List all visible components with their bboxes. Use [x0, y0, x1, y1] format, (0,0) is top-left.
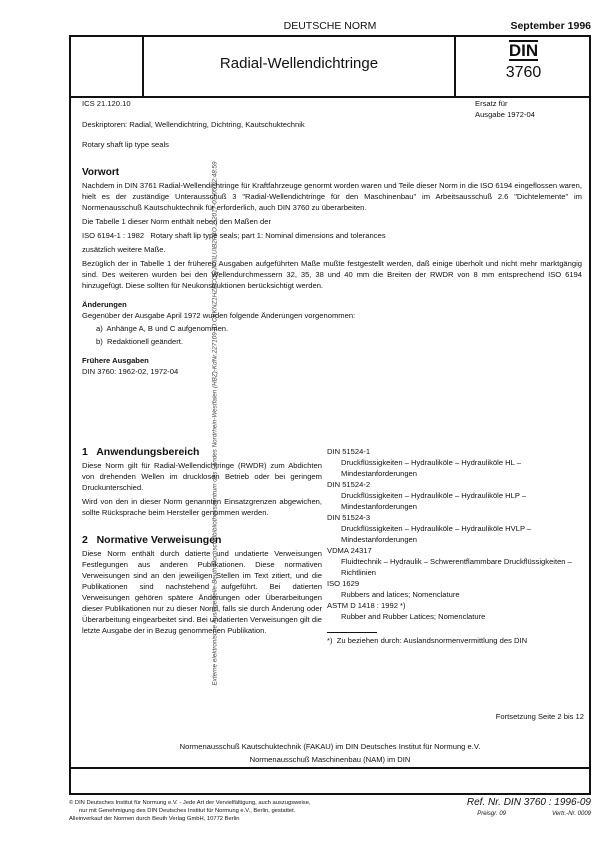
continuation-note: Fortsetzung Seite 2 bis 12 [495, 712, 584, 721]
document-title: Radial-Wellendichtringe [219, 55, 379, 72]
copyright-line: © DIN Deutsches Institut für Normung e.V. - Jede Art der Vervielfältigung, auch auszugsweise, [69, 800, 311, 806]
section-2-paragraph: Diese Norm enthält durch datierte und undatierte Verweisungen Festlegungen aus anderen Publikationen. Diese normativen Verweisungen sind an den jeweiligen Stellen im Text zitiert, und die Publikationen sind nachstehend aufgeführt. Bei datierten Verweisungen gehören spätere Änderungen oder Überarbeitungen dieser Publikationen nur zu dieser Norm, falls sie durch Änderung oder Überarbeitung eingearbeitet sind. Bei undatierten Verweisungen gilt die letzte Ausgabe der in Bezug genommenen Publikation. [82, 549, 322, 635]
reference-item [327, 479, 579, 512]
reference-item [327, 512, 579, 545]
reference-id: DIN 51524-2 [327, 480, 371, 489]
committees [69, 740, 591, 766]
committee-line: Normenausschuß Kautschuktechnik (FAKAU) im DIN Deutsches Institut für Normung e.V. [179, 742, 481, 751]
reference-item [327, 446, 579, 479]
left-column [82, 444, 322, 636]
vorwort-section [82, 166, 582, 377]
reference-id: DIN 51524-1 [327, 447, 371, 456]
vorwort-paragraph: Die Tabelle 1 dieser Norm enthält neben den Maßen der [82, 217, 271, 226]
footer-divider [69, 767, 591, 769]
vorwort-paragraph: Nachdem in DIN 3761 Radial-Wellendichtringe für Kraftfahrzeuge genormt worden waren und Teile dieser Norm in die ISO 6194 eingeflossen waren, hielt es der zuständige Unterausschuß 3 "Radial-Wellendichtringe für den Maschinenbau" im Arbeitsausschuß 2.6 "Dichtelemente" im Normenausschuß Kautschuktechnik für erforderlich, auch DIN 3760 zu überarbeiten. [82, 181, 582, 212]
reference-id: ISO 1629 [327, 579, 360, 588]
replacement-note [475, 98, 535, 120]
reference-id: DIN 51524-3 [327, 513, 371, 522]
vorwort-paragraph: Bezüglich der in Tabelle 1 der früheren Ausgaben aufgeführten Maße mußte festgestellt werden, daß einige überholt und nicht mehr marktgängig sind. Des weiteren wurden bei den Wellendurchmessern 32, 35, 38 und 40 mm die Breiten der RWDR von 8 mm entsprechend ISO 6194 hinzugefügt. Diese sollten für Neukonstruktionen berücksichtigt werden. [82, 259, 582, 290]
section-1-paragraph: Wird von den in dieser Norm genannten Einsatzgrenzen abgewichen, sollte Rücksprache beim Hersteller genommen werden. [82, 497, 322, 517]
norm-label: DEUTSCHE NORM [283, 20, 377, 32]
fruehere-text: DIN 3760: 1962-02, 1972-04 [82, 367, 179, 376]
copyright-notice [69, 799, 311, 823]
reference-title: Druckflüssigkeiten – Hydrauliköle – Hydrauliköle HLP – Mindestanforderungen [341, 491, 527, 511]
descriptors: Deskriptoren: Radial, Wellendichtring, Dichtring, Kautschuktechnik [82, 120, 305, 129]
footnote-rule [327, 632, 377, 633]
reference-title: Rubber and Rubber Latices; Nomenclature [341, 612, 486, 621]
replacement-label: Ersatz für [475, 99, 508, 108]
vorwort-iso-reference: ISO 6194-1 : 1982 Rotary shaft lip type seals; part 1: Nominal dimensions and tolerances [82, 231, 386, 240]
reference-number: Ref. Nr. DIN 3760 : 1996-09 [466, 797, 591, 808]
access-watermark: Externe elektronische Auslegestelle-Beuth-Hochschulbibliothekszentrum des Landes Nordrhein-Westfalen (HBZ)-KdNr.227109-ID.CKKNZ1HZECOQJK6ILUIB2R4O.2-2017-07-05 02:48:59 [211, 161, 219, 686]
din-number: 3760 [505, 64, 542, 81]
distribution-number: Vertr.-Nr. 0009 [551, 811, 591, 817]
price-group: Preisgr. 09 [477, 811, 506, 817]
footnote: *) Zu beziehen durch: Auslandsnormenvermittlung des DIN [327, 636, 528, 645]
aenderungen-heading: Änderungen [82, 300, 127, 309]
sales-note: Alleinverkauf der Normen durch Beuth Verlag GmbH, 10772 Berlin [69, 816, 240, 822]
section-1-heading: 1 Anwendungsbereich [82, 446, 200, 458]
reference-item [327, 578, 579, 600]
fruehere-heading: Frühere Ausgaben [82, 356, 149, 365]
din-logo [456, 40, 591, 82]
reference-title: Druckflüssigkeiten – Hydrauliköle – Hydrauliköle HVLP – Mindestanforderungen [341, 524, 532, 544]
din-logo-text: DIN [508, 41, 539, 60]
ics-code: ICS 21.120.10 [82, 99, 131, 108]
reference-title: Rubbers and latices; Nomenclature [341, 590, 460, 599]
english-title: Rotary shaft lip type seals [82, 140, 169, 149]
copyright-line: nur mit Genehmigung des DIN Deutsches Institut für Normung e.V., Berlin, gestattet. [79, 808, 296, 814]
reference-title: Druckflüssigkeiten – Hydrauliköle – Hydrauliköle HL – Mindestanforderungen [341, 458, 521, 478]
reference-title: Fluidtechnik – Hydraulik – Schwerentflammbare Druckflüssigkeiten – Richtlinien [341, 557, 572, 577]
reference-list [327, 446, 579, 646]
section-2-heading: 2 Normative Verweisungen [82, 534, 222, 546]
vorwort-paragraph: zusätzlich weitere Maße. [82, 245, 166, 254]
issue-date: September 1996 [510, 20, 591, 32]
aenderungen-item: b) Redaktionell geändert. [96, 337, 183, 346]
reference-id: ASTM D 1418 : 1992 *) [327, 601, 406, 610]
reference-item [327, 600, 579, 622]
committee-line: Normenausschuß Maschinenbau (NAM) im DIN [249, 755, 411, 764]
reference-id: VDMA 24317 [327, 546, 372, 555]
vorwort-heading: Vorwort [82, 167, 120, 178]
replacement-edition: Ausgabe 1972-04 [475, 110, 535, 119]
section-1-paragraph: Diese Norm gilt für Radial-Wellendichtringe (RWDR) zum Abdichten von drehenden Wellen im drucklosen Betrieb oder bei geringem Druckunterschied. [82, 461, 322, 492]
aenderungen-item: a) Anhänge A, B und C aufgenommen. [96, 324, 229, 333]
reference-item [327, 545, 579, 578]
aenderungen-intro: Gegenüber der Ausgabe April 1972 wurden folgende Änderungen vorgenommen: [82, 311, 356, 320]
